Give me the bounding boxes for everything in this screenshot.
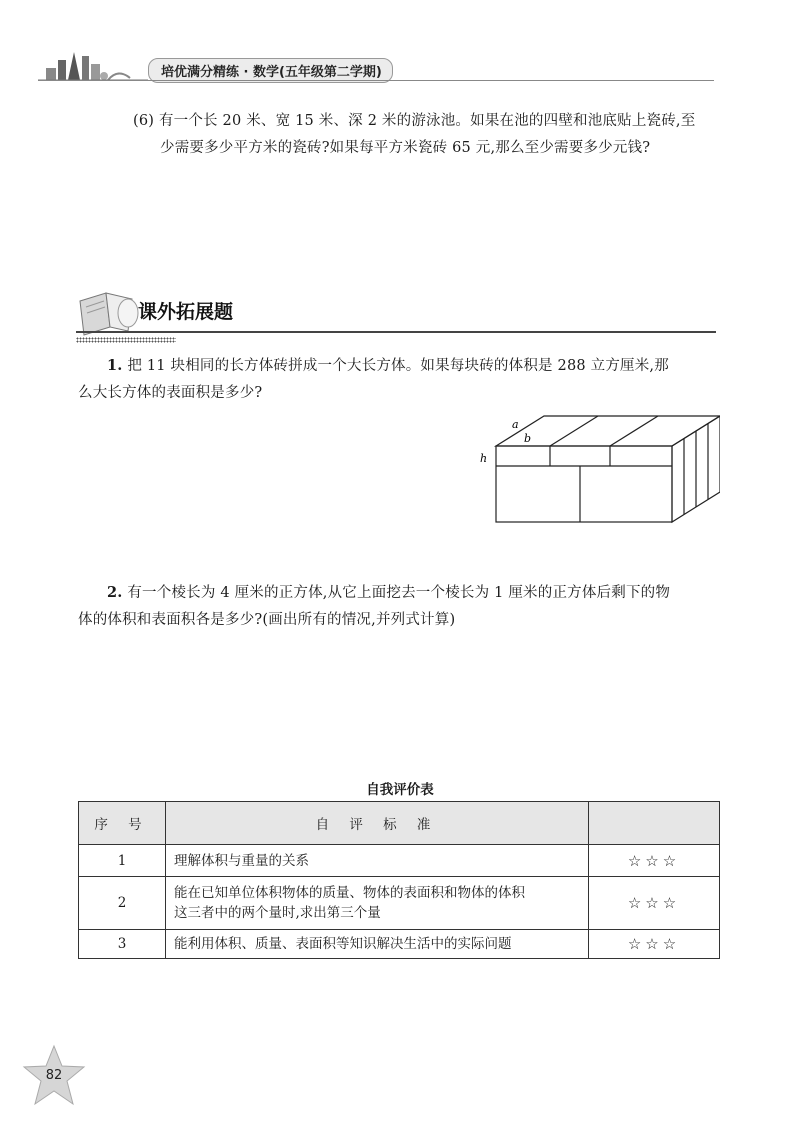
eval-criteria-line: 能在已知单位体积物体的质量、物体的表面积和物体的体积 [174, 885, 525, 901]
header-divider [38, 80, 714, 81]
figure-front-face [496, 446, 672, 522]
problem6-line2: 少需要多少平方米的瓷砖?如果每平方米瓷砖 65 元,那么至少需要多少元钱? [160, 140, 651, 156]
brick-cuboid-figure [476, 410, 720, 530]
table-row [79, 877, 720, 930]
figure-label-h: h [480, 452, 488, 465]
section-divider [76, 331, 716, 333]
rating-stars: ☆☆☆ [589, 877, 720, 930]
eval-row-criteria [166, 845, 589, 877]
figure-top-divider-2 [610, 416, 658, 446]
question2-line1 [107, 579, 670, 607]
rating-stars: ☆☆☆ [589, 930, 720, 959]
eval-header-rating [589, 802, 720, 845]
eval-row-num: 3 [79, 930, 166, 959]
question2-text: 有一个棱长为 4 厘米的正方体,从它上面挖去一个棱长为 1 厘米的正方体后剩下的物 [127, 585, 671, 601]
header-title: 培优满分精练 · 数学(五年级第二学期) [148, 58, 393, 83]
problem6-line1: (6) 有一个长 20 米、宽 15 米、深 2 米的游泳池。如果在池的四壁和池底贴上瓷砖,至 [133, 113, 696, 129]
question2-line2: 体的体积和表面积各是多少?(画出所有的情况,并列式计算) [78, 612, 456, 628]
question1-line1 [107, 352, 669, 380]
figure-top-divider-1 [550, 416, 598, 446]
eval-criteria-line: 理解体积与重量的关系 [174, 852, 309, 869]
eval-header-criteria: 自 评 标 准 [166, 802, 589, 845]
question1-number: 1. [107, 357, 123, 374]
section-dots-decoration [76, 337, 176, 343]
figure-label-b: b [524, 432, 532, 445]
eval-table-header-row [79, 802, 720, 845]
eval-criteria-line: 能利用体积、质量、表面积等知识解决生活中的实际问题 [174, 936, 512, 952]
eval-criteria-line: 这三者中的两个量时,求出第三个量 [174, 905, 381, 921]
figure-label-a: a [512, 418, 519, 431]
eval-row-num: 2 [79, 877, 166, 930]
eval-table [78, 801, 720, 959]
eval-table-title: 自我评价表 [366, 782, 434, 798]
table-row [79, 930, 720, 959]
eval-row-num: 1 [79, 845, 166, 877]
header-decoration-icon [38, 38, 148, 82]
question1-line2: 么大长方体的表面积是多少? [78, 385, 263, 401]
eval-header-num: 序 号 [79, 802, 166, 845]
eval-row-criteria [166, 877, 589, 930]
table-row [79, 845, 720, 877]
page-number: 82 [45, 1068, 63, 1083]
rating-stars: ☆☆☆ [589, 845, 720, 877]
section-title: 课外拓展题 [138, 301, 234, 323]
question2-number: 2. [107, 584, 123, 601]
eval-row-criteria [166, 930, 589, 959]
question1-text: 把 11 块相同的长方体砖拼成一个大长方体。如果每块砖的体积是 288 立方厘米,那 [127, 358, 669, 374]
